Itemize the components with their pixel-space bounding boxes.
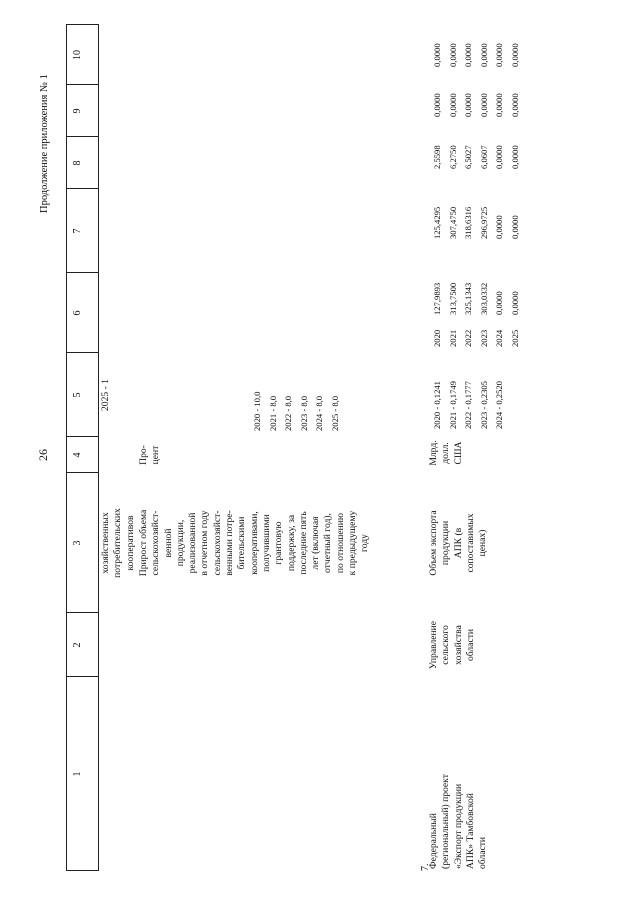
column-number-9: 9	[72, 108, 83, 114]
funding-years: 2020 2021 2022 2023 2024 2025	[432, 329, 520, 347]
funding-column-9: 0,0000 0,0000 0,0000 0,0000 0,0000 0,0000	[432, 93, 520, 117]
targets-growth-by-year: 2020 - 10,0 2021 - 8,0 2022 - 8,0 2023 - 8,0 2024 - 8,0 2025 - 8,0	[252, 391, 340, 431]
indicator-growth-cooperatives: Прирост объема сельскохозяйст- венной продукции, реализованной в отчетном году сельскохозяйст- венными потре- бительскими кооперативами, получившими грантовую поддержку, за последние пять лет (включая отчетный год), по отношению к предыдущему году	[138, 509, 371, 577]
responsible-executor: Управление сельского хозяйства области	[428, 620, 476, 670]
indicator-export-volume: Объем экспорта продукции АПК (в сопоставимых ценах)	[428, 510, 489, 576]
funding-column-10: 0,0000 0,0000 0,0000 0,0000 0,0000 0,0000	[432, 43, 520, 67]
unit-billion-usd: Млрд. долл. США	[428, 440, 464, 466]
column-number-5: 5	[72, 392, 83, 398]
column-number-4: 4	[72, 452, 83, 458]
carryover-target-2025: 2025 - 1	[100, 379, 111, 411]
row-number: 7.	[420, 863, 431, 871]
carryover-indicator-tail: хозяйственных потребительских кооперативов	[100, 508, 136, 578]
funding-column-6: 127,9893 313,7500 325,1343 303,0332 0,0000 0,0000	[432, 282, 520, 315]
column-number-6: 6	[72, 310, 83, 316]
column-number-10: 10	[72, 50, 83, 60]
funding-column-7: 125,4295 307,4750 318,6316 296,9725 0,0000 0,0000	[432, 206, 520, 239]
column-number-1: 1	[72, 771, 83, 777]
column-number-3: 3	[72, 540, 83, 546]
targets-export-by-year: 2020 - 0,1241 2021 - 0,1749 2022 - 0,1777 2023 - 0,2305 2024 - 0,2520	[432, 381, 505, 429]
page-number: 26	[36, 449, 50, 461]
column-number-2: 2	[72, 642, 83, 648]
funding-column-8: 2,5598 6,2750 6,5027 6,0607 0,0000 0,0000	[432, 145, 520, 169]
project-name: Федеральный (региональный) проект «Экспорт продукции АПК» Тамбовской области	[428, 774, 489, 869]
unit-percent: Про- цент	[138, 445, 162, 465]
continuation-header: Продолжение приложения № 1	[39, 74, 50, 213]
column-number-7: 7	[72, 228, 83, 234]
column-number-8: 8	[72, 160, 83, 166]
